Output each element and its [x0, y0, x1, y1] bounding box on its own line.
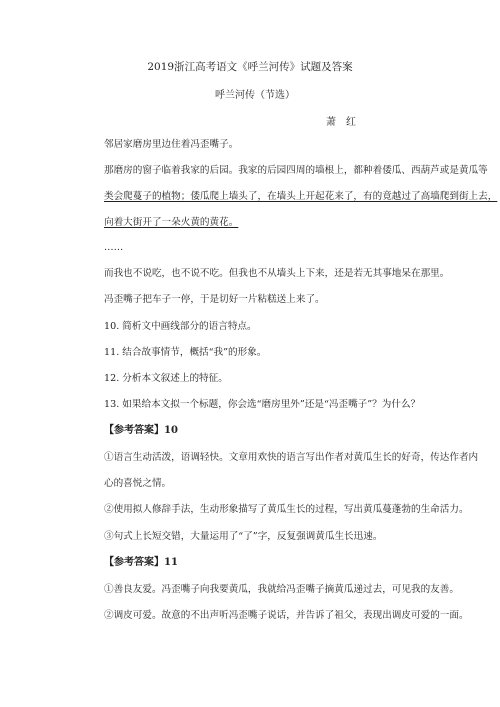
passage-paragraph-1: 邻居家磨房里边住着冯歪嘴子。 [104, 139, 239, 150]
passage-paragraph-2-line-2: 类会爬蔓子的植物；倭瓜爬上墙头了，在墙头上开起花来了，有的竟越过了高墙爬到街上去， [104, 191, 498, 202]
answer-10-line-1: ①语言生动活泼，语调轻快。文章用欢快的语言写出作者对黄瓜生长的好奇，传达作者内 [104, 452, 479, 463]
question-11: 11. 结合故事情节，概括“我”的形象。 [104, 347, 267, 358]
passage-paragraph-2-line-1: 那磨房的窗子临着我家的后园。我家的后园四周的墙根上，都种着倭瓜、西葫芦或是黄瓜等 [104, 165, 488, 176]
passage-paragraph-4: 冯歪嘴子把车子一停，于是切好一片粘糕送上来了。 [104, 294, 325, 305]
answer-10-line-3: ②使用拟人修辞手法，生动形象描写了黄瓜生长的过程，写出黄瓜蔓蓬勃的生命活力。 [104, 504, 469, 515]
passage-ellipsis: …… [104, 242, 124, 253]
answer-11-line-2: ②调皮可爱。故意的不出声听冯歪嘴子说话，并告诉了祖父，表现出调皮可爱的一面。 [104, 610, 469, 621]
answer-10-line-2: 心的喜悦之情。 [104, 478, 172, 489]
answer-10-line-4: ③句式上长短交错，大量运用了“了”字，反复强调黄瓜生长迅速。 [104, 531, 383, 542]
question-12: 12. 分析本文叙述上的特征。 [104, 373, 228, 384]
question-13: 13. 如果给本文拟一个标题，你会选“磨房里外”还是“冯歪嘴子”？为什么？ [104, 399, 421, 410]
passage-title: 呼兰河传（节选） [215, 90, 295, 101]
passage-paragraph-3: 而我也不说吃，也不说不吃。但我也不从墙头上下来，还是若无其事地呆在那里。 [104, 268, 450, 279]
document-title: 2019浙江高考语文《呼兰河传》试题及答案 [147, 61, 353, 73]
answer-10-heading: 【参考答案】10 [104, 425, 178, 436]
answer-11-line-1: ①善良友爱。冯歪嘴子向我要黄瓜，我就给冯歪嘴子摘黄瓜递过去，可见我的友善。 [104, 584, 459, 595]
answer-11-heading: 【参考答案】11 [104, 557, 178, 568]
author-name: 萧 红 [326, 117, 356, 128]
passage-paragraph-2-line-3: 向着大街开了一朵火黄的黄花。 [104, 217, 239, 228]
question-10: 10. 简析文中画线部分的语言特点。 [104, 321, 257, 332]
